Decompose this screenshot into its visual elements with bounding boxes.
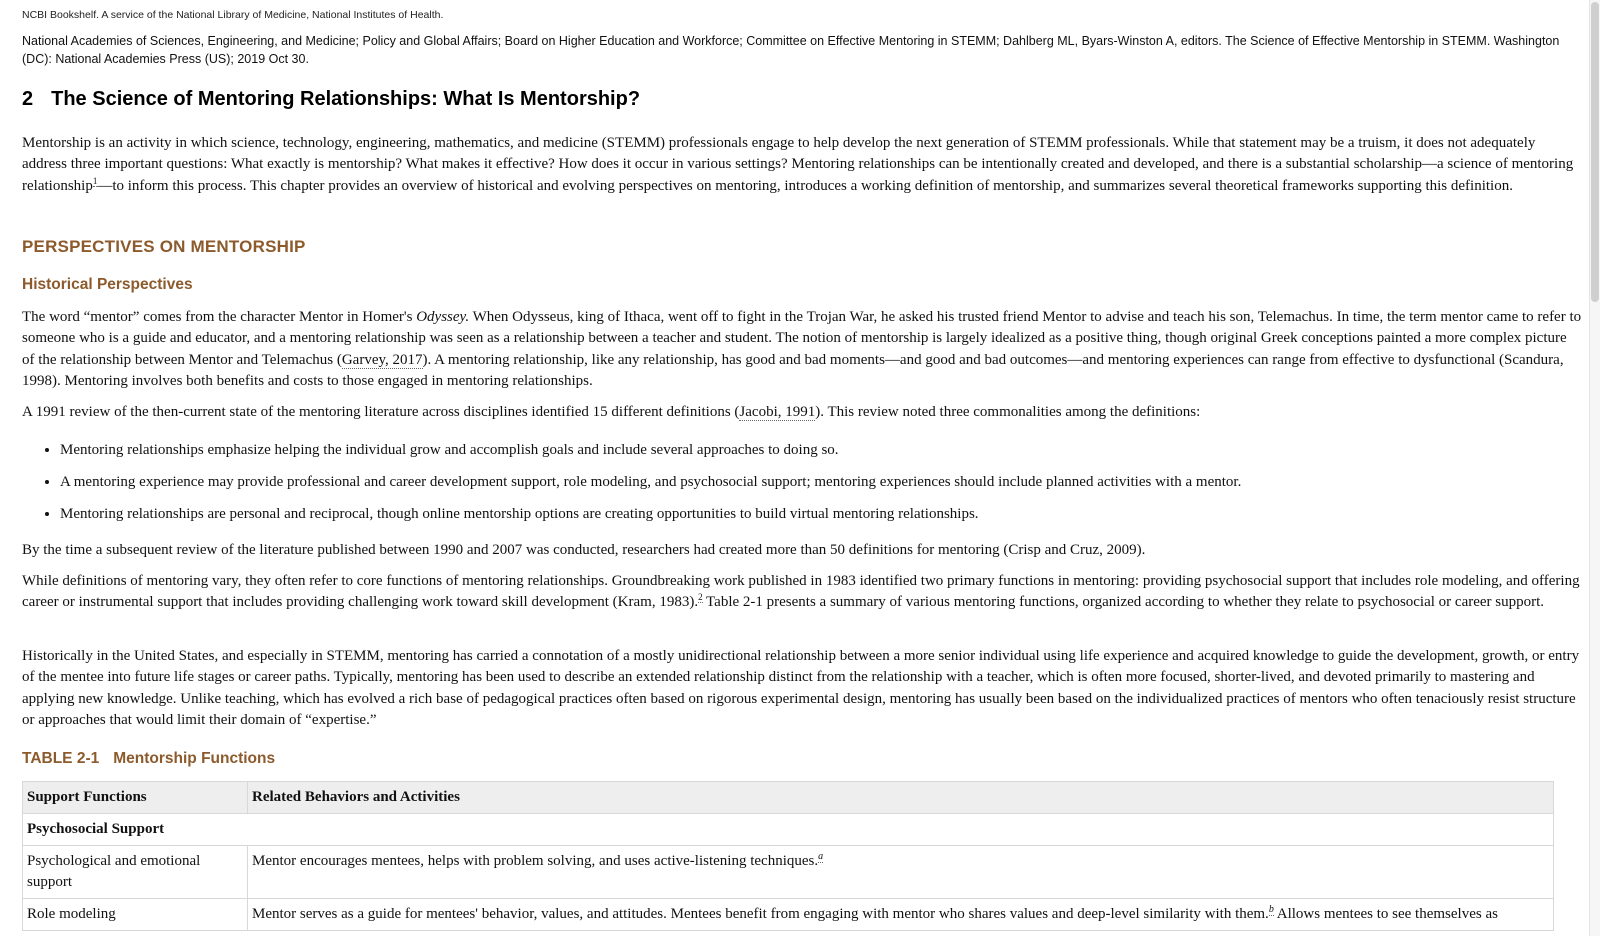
support-function-cell: Role modeling xyxy=(23,899,248,931)
commonalities-list xyxy=(22,440,1600,536)
us-history-paragraph: Historically in the United States, and especially in STEMM, mentoring has carried a connotation of a mostly unidirectional relationship between a more senior individual using life experience and acquired knowledge to guide the development, growth, or entry of the mentee into future life stages or career paths. Typically, mentoring has been used to describe an extended relationship distinct from the relationship with a teacher, which is often more focused, shorter-lived, and devoted primarily to mastering and applying new knowledge. Unlike teaching, which has evolved a rich base of pedagogical practices often based on rigorous experimental design, mentoring has usually been based on the individualized practices of mentors who often tenaciously resist structure or approaches that would limit their domain of “expertise.” xyxy=(22,648,1580,728)
list-item: • Mentoring relationships are personal and reciprocal, though online mentorship options are creating opportunities to build virtual mentoring relationships. xyxy=(60,504,1600,525)
intro-text-2: —to inform this process. This chapter provides an overview of historical and evolving perspectives on mentoring, introduces a working definition of mentorship, and summarizes several theoretical frameworks supporting this definition. xyxy=(97,177,1513,194)
book-citation: National Academies of Sciences, Engineering, and Medicine; Policy and Global Affairs; Board on Higher Education and Workforce; Committee on Effective Mentoring in STEMM; Dahlberg ML, Byars-Winston A, editors. The Science of Effective Mentorship in STEMM. Washington (DC): National Academies Press (US); 2019 Oct 30. xyxy=(22,34,1560,66)
column-header-related-behaviors: Related Behaviors and Activities xyxy=(248,782,1554,814)
subsequent-review-paragraph: By the time a subsequent review of the literature published between 1990 and 2007 was conducted, researchers had created more than 50 definitions for mentoring (Crisp and Cruz, 2009). xyxy=(22,542,1146,558)
review-paragraph xyxy=(22,402,1582,423)
list-item: • Mentoring relationships emphasize helping the individual grow and accomplish goals and include several approaches to doing so. xyxy=(60,440,1600,461)
subsection-heading: Historical Perspectives xyxy=(22,276,193,293)
footnote-link-2[interactable]: 2 xyxy=(698,592,703,603)
vertical-scrollbar[interactable] xyxy=(1589,0,1600,936)
table-row xyxy=(23,899,1554,931)
odyssey-title: Odyssey. xyxy=(416,309,470,325)
table-number: TABLE 2-1 xyxy=(22,750,100,767)
behavior-cell xyxy=(248,846,1554,899)
intro-paragraph xyxy=(22,133,1582,197)
mentorship-functions-table xyxy=(22,781,1554,931)
intro-text-1: Mentorship is an activity in which science, technology, engineering, mathematics, and medicine (STEMM) professionals engage to help develop the next generation of STEMM professionals. While that statement may be a truism, it does not adequately address three important questions: What exactly is mentorship? What makes it effective? How does it occur in various settings? Mentoring relationships can be intentionally created and developed, and there is a substantial scholarship—a science of mentoring relationship xyxy=(22,135,1574,194)
chapter-title-text: The Science of Mentoring Relationships: What Is Mentorship? xyxy=(51,88,641,110)
review-text-1: A 1991 review of the then-current state of the mentoring literature across disciplines identified 15 different definitions ( xyxy=(22,404,740,420)
section-heading: PERSPECTIVES ON MENTORSHIP xyxy=(22,237,306,256)
group-label-psychosocial: Psychosocial Support xyxy=(23,814,1554,846)
behavior-text: Mentor serves as a guide for mentees' behavior, values, and attitudes. Mentees benefit from engaging with mentor who shares values and deep-level similarity with them. xyxy=(252,906,1269,922)
table-title xyxy=(22,750,275,768)
functions-paragraph xyxy=(22,571,1582,614)
reference-link-jacobi[interactable]: Jacobi, 1991 xyxy=(739,404,816,420)
ncbi-banner: NCBI Bookshelf. A service of the National Library of Medicine, National Institutes of Health. xyxy=(22,9,444,21)
functions-text-2: Table 2-1 presents a summary of various mentoring functions, organized according to whether they relate to psychosocial or career support. xyxy=(702,594,1545,611)
table-group-row xyxy=(23,814,1554,846)
historical-text-2: When Odysseus, king of Ithaca, went off to fight in the Trojan War, he asked his trusted friend Mentor to advise and teach his son, Telemachus. In time, the term mentor came to refer to someone who is a guide and educator, and a mentoring relationship was seen as a relationship between a teacher and student. The notion of mentorship is largely idealized as a positive thing, though original Greek conceptions painted a more complex picture of the relationship between Mentor and Telemachus ( xyxy=(22,309,1582,368)
list-item: • A mentoring experience may provide professional and career development support, role modeling, and psychosocial support; mentoring experiences should include planned activities with a mentor. xyxy=(60,472,1600,493)
historical-text-1: The word “mentor” comes from the character Mentor in Homer's xyxy=(22,309,417,325)
footnote-link-1[interactable]: 1 xyxy=(92,175,98,186)
chapter-number: 2 xyxy=(22,88,34,110)
table-note-link-b[interactable]: b xyxy=(1268,904,1274,915)
behavior-text: Mentor encourages mentees, helps with problem solving, and uses active-listening techniques. xyxy=(252,853,819,869)
behavior-cell xyxy=(248,899,1554,931)
historical-paragraph xyxy=(22,307,1582,392)
behavior-text-after: Allows mentees to see themselves as xyxy=(1273,906,1498,922)
table-note-link-a[interactable]: a xyxy=(818,851,824,862)
reference-link-garvey[interactable]: Garvey, 2017 xyxy=(341,351,423,368)
support-function-cell: Psychological and emotional support xyxy=(23,846,248,899)
column-header-support-functions: Support Functions xyxy=(23,782,248,814)
chapter-title xyxy=(22,88,640,111)
historical-text-3: ). A mentoring relationship, like any relationship, has good and bad moments—and good and bad outcomes—and mentoring experiences can range from effective to dysfunctional (Scandura, 1998). Mentoring involves both benefits and costs to those engaged in mentoring relationships. xyxy=(22,351,1564,389)
table-row xyxy=(23,846,1554,899)
table-header-row xyxy=(23,782,1554,814)
functions-text-1: While definitions of mentoring vary, they often refer to core functions of mentoring relationships. Groundbreaking work published in 1983 identified two primary functions in mentoring: providing psychosocial support that includes role modeling, and offering career or instrumental support that includes providing challenging work toward skill development (Kram, 1983). xyxy=(22,573,1580,611)
review-text-2: ). This review noted three commonalities among the definitions: xyxy=(815,404,1201,420)
table-title-text: Mentorship Functions xyxy=(113,750,276,767)
scrollbar-thumb[interactable] xyxy=(1591,2,1599,302)
